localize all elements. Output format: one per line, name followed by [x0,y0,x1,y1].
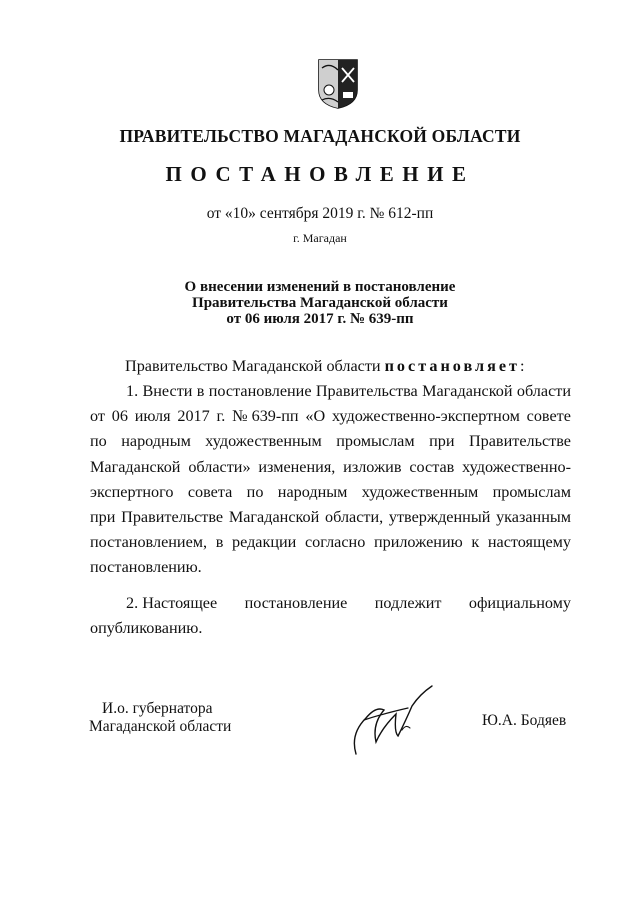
word: по [246,482,264,501]
word: постановление [244,594,348,612]
organization-name: ПРАВИТЕЛЬСТВО МАГАДАНСКОЙ ОБЛАСТИ [119,126,521,146]
word: 06 [111,407,128,426]
paragraph-line [90,458,571,477]
word: экспертного [90,482,174,501]
word: № 639-пп [232,407,299,426]
word: народным [121,432,191,451]
paragraph-line [90,483,571,502]
word: 1. [126,382,139,400]
intro-line [125,357,524,376]
paragraph-line [90,407,571,426]
word: подлежит [374,594,442,612]
word: Магаданской [422,382,513,400]
document-type: ПОСТАНОВЛЕНИЕ [165,162,475,186]
word: постановлением, [90,533,208,552]
word: Правительстве [121,508,224,526]
word: официальному [468,594,571,612]
word: г. [216,407,226,426]
word: промыслам [492,482,571,501]
word: художественным [361,482,479,501]
word: народным [277,482,348,501]
word: указанным [496,508,571,526]
subject-line: от 06 июля 2017 г. № 639-пп [226,311,414,327]
word: Магаданской [90,457,181,476]
intro-colon: : [519,357,525,375]
paragraph-line [126,594,571,613]
word: Магаданской [228,508,320,526]
word: Внести [142,382,193,400]
word: постановление [208,382,312,400]
document-subject [0,279,640,327]
word: в [215,533,224,552]
word: к [471,533,480,552]
subject-line: Правительства Магаданской области [192,295,448,311]
signer-position-line1: И.о. губернатора [102,700,213,717]
word: приложению [373,533,463,552]
word: утвержденный [388,508,491,526]
intro-prefix: Правительство Магаданской области [125,357,381,375]
intro-verb: постановляет [384,357,520,375]
word: изменения, [258,457,336,476]
word: Правительстве [468,432,571,451]
word: редакции [232,533,297,552]
signer-position-line2: Магаданской области [89,718,232,735]
word: при [90,508,116,526]
word: по [90,432,107,451]
word: области [516,382,571,400]
word: 2017 [177,407,210,426]
paragraph-line [90,619,202,638]
document-date-number: от «10» сентября 2019 г. № 612-пп [206,205,434,222]
document-city: г. Магадан [293,231,347,245]
word: постановлению. [90,558,202,577]
word: от [90,407,105,426]
word: состав [409,457,455,476]
word: в [196,382,205,400]
word: согласно [304,533,366,552]
word: промыслам [336,432,415,451]
word: художественно-экспертном [331,407,520,426]
paragraph-line [90,533,571,552]
handwritten-signature-icon [342,684,442,760]
word: художественно- [462,457,571,476]
paragraph-line [90,558,202,577]
magadan-coat-of-arms-icon [316,58,360,110]
word: опубликованию. [90,619,203,638]
word: «О [305,407,326,426]
word: области» [188,457,251,476]
word: 2. Настоящее [126,594,218,612]
subject-line: О внесении изменений в постановление [184,279,456,295]
word: художественным [205,432,322,451]
word: совете [526,407,571,426]
word: Правительства [315,382,418,400]
word: настоящему [487,533,571,552]
word: области, [325,508,384,526]
paragraph-line [90,432,571,451]
word: совета [187,482,233,501]
word: июля [134,407,171,426]
paragraph-line [126,382,571,401]
paragraph-line [90,508,571,527]
word: изложив [343,457,402,476]
word: при [429,432,455,451]
signer-name: Ю.А. Бодяев [482,712,567,729]
